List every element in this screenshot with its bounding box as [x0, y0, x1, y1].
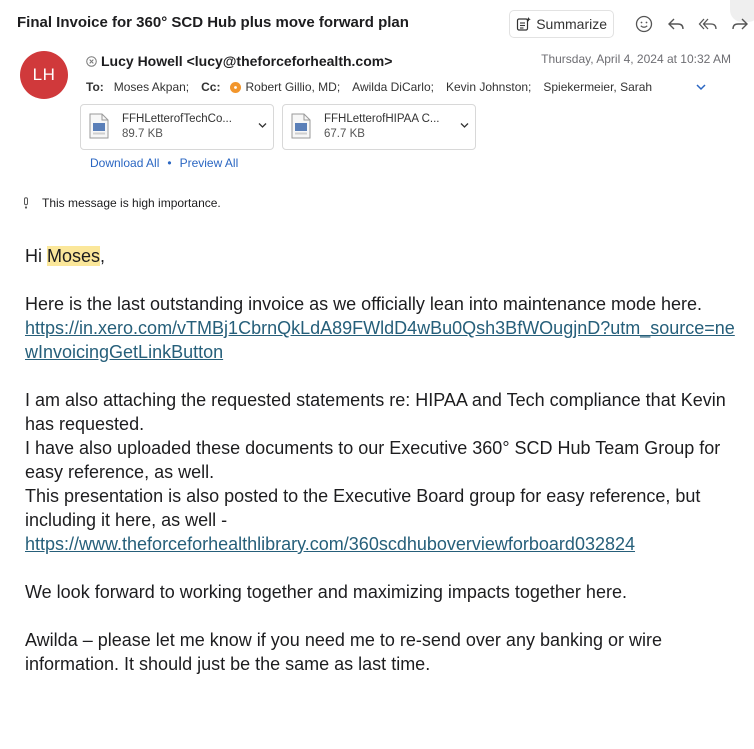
- presentation-link[interactable]: https://www.theforceforhealthlibrary.com/360scdhuboverviewforboard032824: [25, 534, 636, 554]
- body-paragraph: Here is the last outstanding invoice as we officially lean into maintenance mode here.: [25, 294, 703, 314]
- greeting-comma: ,: [100, 246, 106, 266]
- attachment-name: FFHLetterofHIPAA C...: [324, 113, 440, 125]
- sender-display[interactable]: Lucy Howell <lucy@theforceforhealth.com>: [101, 53, 393, 69]
- pdf-file-icon: [291, 113, 311, 139]
- invoice-link[interactable]: https://in.xero.com/vTMBj1CbrnQkLdA89FWldD4wBu0Qsh3BfWOugjnD?utm_source=newInvoicingGetLinkButton: [25, 318, 735, 362]
- importance-text: This message is high importance.: [42, 196, 221, 210]
- summarize-icon: [516, 16, 532, 32]
- close-circle-icon: [86, 56, 97, 67]
- sender-line: [86, 53, 392, 69]
- attachment[interactable]: [282, 104, 476, 150]
- summarize-button[interactable]: [509, 10, 614, 38]
- summarize-label: Summarize: [536, 16, 607, 32]
- to-label: To:: [86, 80, 104, 94]
- chevron-down-icon[interactable]: [694, 82, 708, 92]
- sent-date: Thursday, April 4, 2024 at 10:32 AM: [541, 52, 731, 66]
- attachment-actions: [90, 156, 238, 170]
- greeting: [25, 244, 737, 268]
- highlighted-name: Moses: [47, 246, 101, 266]
- body-paragraph: We look forward to working together and maximizing impacts together here.: [25, 582, 627, 602]
- separator-dot: •: [167, 156, 172, 170]
- attachment-size: 89.7 KB: [122, 128, 163, 140]
- download-all-link[interactable]: Download All: [90, 156, 160, 170]
- recipient-to[interactable]: Moses Akpan;: [113, 80, 190, 94]
- recipient-cc[interactable]: Awilda DiCarlo;: [352, 80, 434, 94]
- chevron-down-icon[interactable]: [460, 122, 469, 129]
- avatar: LH: [20, 51, 68, 99]
- recipient-cc[interactable]: Spiekermeier, Sarah: [543, 80, 653, 94]
- body-paragraph: Awilda – please let me know if you need me to re-send over any banking or wire information. It should just be the same as last time.: [25, 630, 663, 674]
- message-body: [25, 244, 737, 676]
- recipients-line: [86, 80, 652, 94]
- importance-banner: [22, 196, 221, 210]
- message-toolbar: [509, 10, 754, 38]
- body-paragraph: This presentation is also posted to the Executive Board group for easy reference, but including it here, as well -: [25, 486, 701, 530]
- attachment[interactable]: [80, 104, 274, 150]
- pdf-file-icon: [89, 113, 109, 139]
- body-paragraph: I am also attaching the requested statements re: HIPAA and Tech compliance that Kevin has requested.: [25, 390, 726, 434]
- reply-all-icon[interactable]: [694, 10, 722, 38]
- recipient-cc[interactable]: Kevin Johnston;: [445, 80, 532, 94]
- forward-icon[interactable]: [726, 10, 754, 38]
- reply-icon[interactable]: [662, 10, 690, 38]
- attachment-name: FFHLetterofTechCo...: [122, 113, 232, 125]
- contact-badge-icon: [230, 82, 241, 93]
- subject: Final Invoice for 360° SCD Hub plus move forward plan: [17, 14, 409, 31]
- high-importance-icon: [22, 197, 30, 209]
- emoji-icon[interactable]: [630, 10, 658, 38]
- preview-all-link[interactable]: Preview All: [179, 156, 239, 170]
- body-paragraph: I have also uploaded these documents to our Executive 360° SCD Hub Team Group for easy reference, as well.: [25, 438, 721, 482]
- greeting-word: Hi: [25, 246, 42, 266]
- attachment-size: 67.7 KB: [324, 128, 365, 140]
- recipient-cc[interactable]: Robert Gillio, MD;: [245, 80, 341, 94]
- cc-label: Cc:: [201, 80, 221, 94]
- chevron-down-icon[interactable]: [258, 122, 267, 129]
